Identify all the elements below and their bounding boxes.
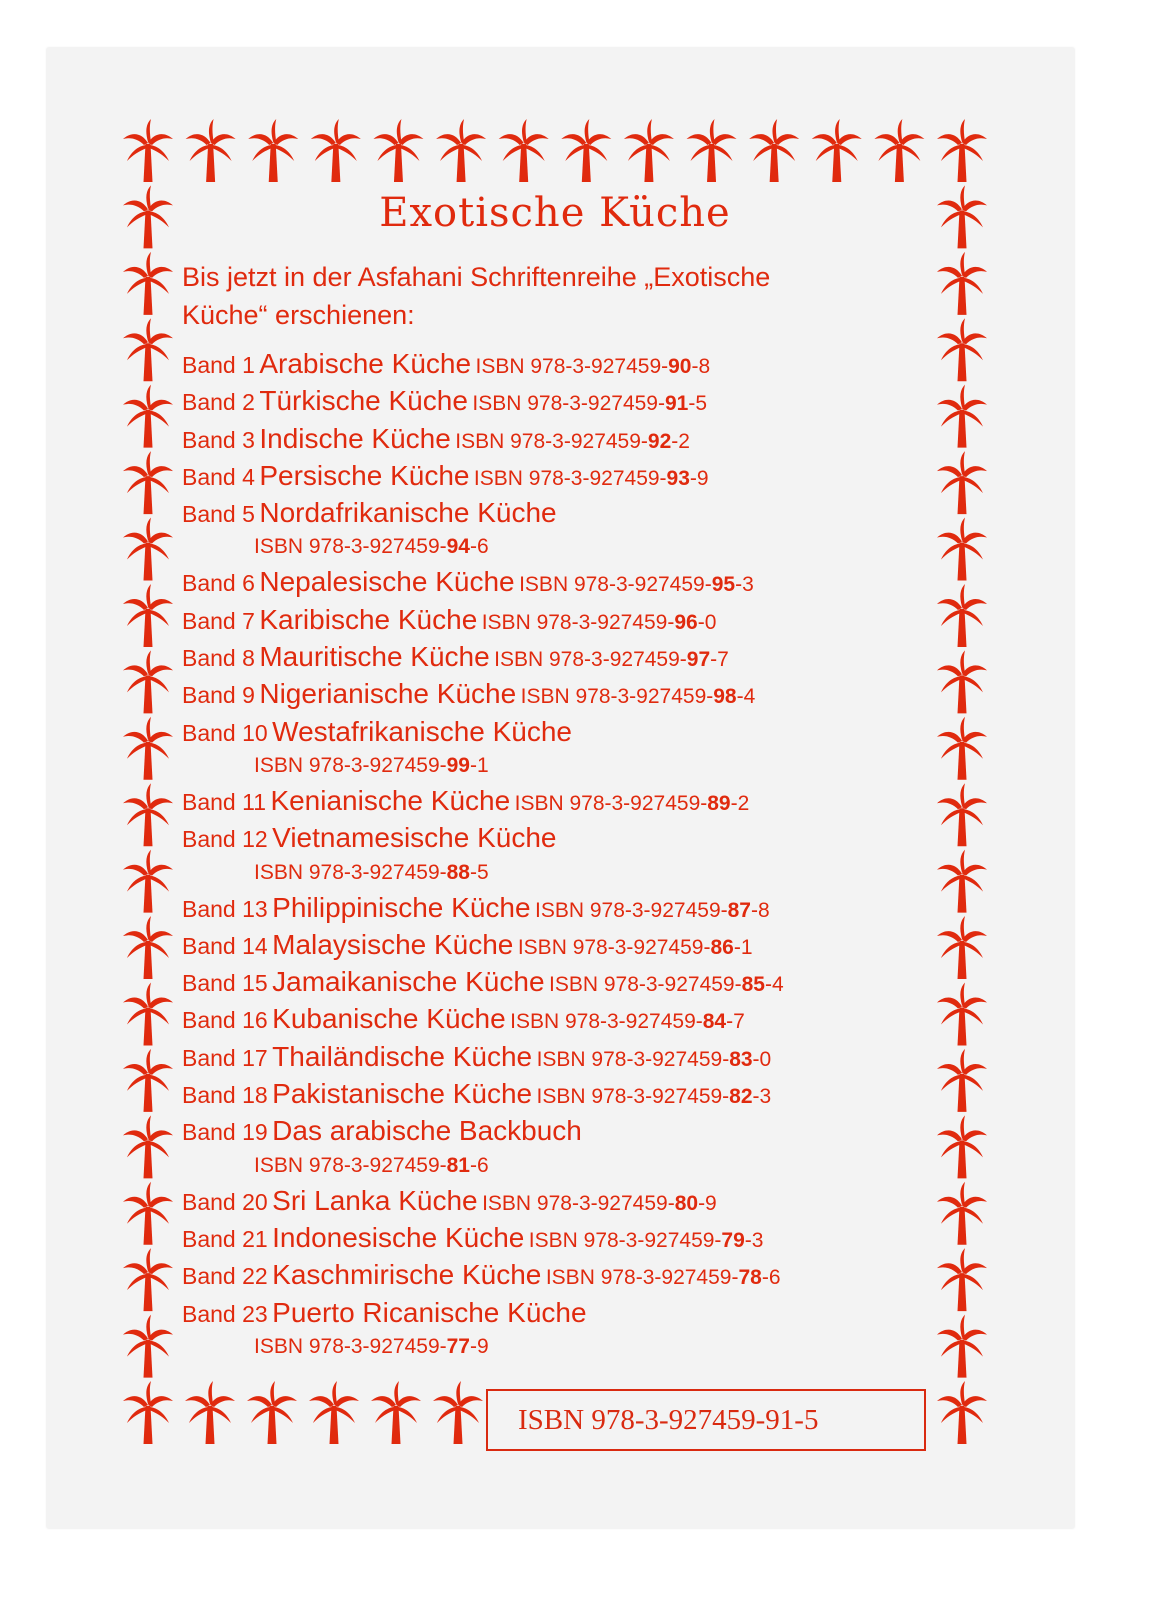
isbn-number: ISBN 978-3-927459-95-3	[519, 573, 754, 597]
band-number: Band 14	[182, 932, 268, 959]
isbn-box: ISBN 978-3-927459-91-5	[486, 1389, 926, 1451]
isbn-code: 99	[446, 753, 470, 777]
book-title: Thailändische Küche	[272, 1040, 533, 1072]
band-number: Band 8	[182, 645, 255, 672]
book-title: Das arabische Backbuch	[272, 1115, 582, 1147]
book-entry	[182, 675, 991, 712]
book-entry	[182, 1294, 991, 1363]
book-isbn-line	[182, 750, 991, 782]
band-number: Band 9	[182, 682, 255, 709]
book-line	[182, 1294, 991, 1331]
isbn-number: ISBN 978-3-927459-92-2	[455, 429, 690, 453]
book-isbn-line	[182, 531, 991, 563]
book-entry	[182, 1075, 991, 1112]
book-line	[182, 345, 991, 382]
intro-line-2: Küche“ erschienen:	[182, 300, 415, 330]
book-title: Karibische Küche	[259, 603, 478, 635]
book-entry	[182, 494, 991, 563]
book-line	[182, 963, 991, 1000]
isbn-code: 90	[668, 355, 692, 378]
isbn-number: ISBN 978-3-927459-96-0	[481, 610, 717, 634]
book-title: Philippinische Küche	[272, 891, 531, 923]
isbn-code: 84	[702, 1010, 727, 1034]
book-title: Nepalesische Küche	[259, 566, 515, 598]
book-title: Türkische Küche	[259, 385, 468, 417]
band-number: Band 1	[182, 352, 255, 378]
band-number: Band 4	[182, 463, 255, 490]
book-title: Kaschmirische Küche	[272, 1259, 542, 1291]
book-entry	[182, 926, 991, 963]
book-line	[182, 563, 991, 600]
book-title: Indonesische Küche	[272, 1221, 525, 1253]
book-line	[182, 1219, 991, 1256]
isbn-number: ISBN 978-3-927459-81-6	[254, 1153, 489, 1177]
book-entry	[182, 1182, 991, 1219]
series-title: Exotische Küche	[379, 190, 731, 236]
isbn-code: 81	[446, 1153, 470, 1177]
book-entry	[182, 889, 991, 926]
book-title: Kubanische Küche	[272, 1003, 506, 1035]
isbn-code: 98	[713, 685, 737, 709]
isbn-code: 89	[707, 791, 731, 815]
book-line	[182, 1000, 991, 1037]
isbn-number: ISBN 978-3-927459-82-3	[536, 1085, 772, 1109]
book-line	[182, 382, 991, 419]
isbn-number: ISBN 978-3-927459-98-4	[520, 685, 756, 709]
isbn-code: 96	[674, 610, 698, 634]
isbn-number: ISBN 978-3-927459-80-9	[482, 1191, 717, 1215]
isbn-number: ISBN 978-3-927459-88-5	[254, 860, 489, 884]
book-title: Sri Lanka Küche	[272, 1184, 478, 1216]
intro-text	[182, 258, 770, 334]
book-line	[182, 713, 991, 750]
isbn-code: 93	[666, 466, 690, 490]
book-list	[182, 345, 991, 1363]
isbn-number: ISBN 978-3-927459-89-2	[514, 791, 750, 815]
band-number: Band 12	[182, 826, 268, 853]
book-title: Indische Küche	[259, 422, 451, 454]
band-number: Band 19	[182, 1119, 268, 1146]
book-entry	[182, 638, 991, 675]
band-number: Band 15	[182, 970, 268, 997]
isbn-number: ISBN 978-3-927459-99-1	[254, 753, 489, 777]
isbn-number: ISBN 978-3-927459-84-7	[510, 1010, 745, 1034]
band-number: Band 21	[182, 1225, 268, 1252]
book-entry	[182, 345, 991, 382]
isbn-number: ISBN 978-3-927459-91-5	[472, 392, 708, 416]
isbn-code: 78	[738, 1266, 762, 1290]
isbn-number: ISBN 978-3-927459-94-6	[254, 535, 489, 559]
book-entry	[182, 1256, 991, 1293]
isbn-code: 83	[729, 1047, 753, 1071]
isbn-code: 88	[446, 860, 470, 884]
band-number: Band 11	[182, 788, 266, 815]
book-line	[182, 457, 991, 494]
book-entry	[182, 1219, 991, 1256]
book-line	[182, 675, 991, 712]
band-number: Band 23	[182, 1300, 268, 1327]
band-number: Band 16	[182, 1007, 268, 1034]
book-line	[182, 1038, 991, 1075]
book-title: Malaysische Küche	[272, 928, 514, 960]
book-title: Pakistanische Küche	[272, 1078, 533, 1110]
book-entry	[182, 963, 991, 1000]
band-number: Band 3	[182, 426, 255, 453]
book-entry	[182, 563, 991, 600]
band-number: Band 20	[182, 1188, 268, 1215]
isbn-code: 91	[664, 392, 689, 416]
book-entry	[182, 420, 991, 457]
isbn-number: ISBN 978-3-927459-93-9	[473, 466, 709, 490]
book-entry	[182, 1000, 991, 1037]
book-entry	[182, 713, 991, 782]
band-number: Band 10	[182, 719, 268, 746]
isbn-code: 95	[711, 573, 736, 597]
band-number: Band 22	[182, 1263, 268, 1290]
band-number: Band 17	[182, 1044, 268, 1071]
book-line	[182, 926, 991, 963]
book-title: Kenianische Küche	[270, 784, 511, 816]
band-number: Band 18	[182, 1082, 268, 1109]
book-line	[182, 494, 991, 531]
book-title: Arabische Küche	[259, 348, 472, 379]
book-line	[182, 1112, 991, 1149]
book-entry	[182, 819, 991, 888]
book-line	[182, 1075, 991, 1112]
isbn-code: 77	[446, 1334, 470, 1358]
band-number: Band 7	[182, 607, 255, 634]
book-line	[182, 782, 991, 819]
book-title: Nordafrikanische Küche	[259, 497, 557, 529]
book-line	[182, 1182, 991, 1219]
book-entry	[182, 601, 991, 638]
isbn-number: ISBN 978-3-927459-83-0	[536, 1047, 772, 1071]
book-line	[182, 889, 991, 926]
isbn-number: ISBN 978-3-927459-85-4	[548, 973, 784, 997]
band-number: Band 5	[182, 501, 255, 528]
isbn-code: 80	[674, 1191, 699, 1215]
isbn-code: 87	[727, 898, 751, 922]
isbn-number: ISBN 978-3-927459-87-8	[535, 898, 770, 922]
isbn-code: 97	[686, 648, 711, 672]
book-line	[182, 638, 991, 675]
book-entry	[182, 457, 991, 494]
band-number: Band 13	[182, 895, 268, 922]
isbn-number: ISBN 978-3-927459-79-3	[528, 1228, 764, 1252]
isbn-number: ISBN 978-3-927459-77-9	[254, 1334, 489, 1358]
book-title: Puerto Ricanische Küche	[272, 1296, 587, 1328]
isbn-code: 94	[446, 535, 470, 559]
book-isbn-line	[182, 1331, 991, 1363]
book-line	[182, 1256, 991, 1293]
isbn-code: 92	[647, 429, 672, 453]
book-isbn-line	[182, 857, 991, 889]
book-line	[182, 819, 991, 856]
band-number: Band 6	[182, 570, 255, 597]
book-entry	[182, 1038, 991, 1075]
book-entry	[182, 1112, 991, 1181]
book-entry	[182, 782, 991, 819]
book-line	[182, 420, 991, 457]
intro-line-1: Bis jetzt in der Asfahani Schriftenreihe „Exotische	[182, 262, 771, 292]
isbn-code: 82	[729, 1085, 753, 1109]
isbn-code: 86	[710, 935, 734, 959]
book-line	[182, 601, 991, 638]
book-title: Mauritische Küche	[259, 641, 490, 673]
isbn-number: ISBN 978-3-927459-90-8	[475, 355, 711, 378]
band-number: Band 2	[182, 389, 255, 416]
book-entry	[182, 382, 991, 419]
book-isbn-line	[182, 1150, 991, 1182]
isbn-number: ISBN 978-3-927459-86-1	[517, 935, 753, 959]
book-title: Westafrikanische Küche	[272, 715, 573, 747]
book-title: Nigerianische Küche	[259, 678, 517, 710]
book-title: Persische Küche	[259, 459, 470, 491]
isbn-code: 79	[721, 1228, 745, 1252]
isbn-code: 85	[741, 973, 765, 997]
isbn-number: ISBN 978-3-927459-97-7	[494, 648, 729, 672]
isbn-number: ISBN 978-3-927459-78-6	[545, 1266, 781, 1290]
book-title: Vietnamesische Küche	[272, 822, 557, 854]
book-title: Jamaikanische Küche	[272, 966, 545, 998]
